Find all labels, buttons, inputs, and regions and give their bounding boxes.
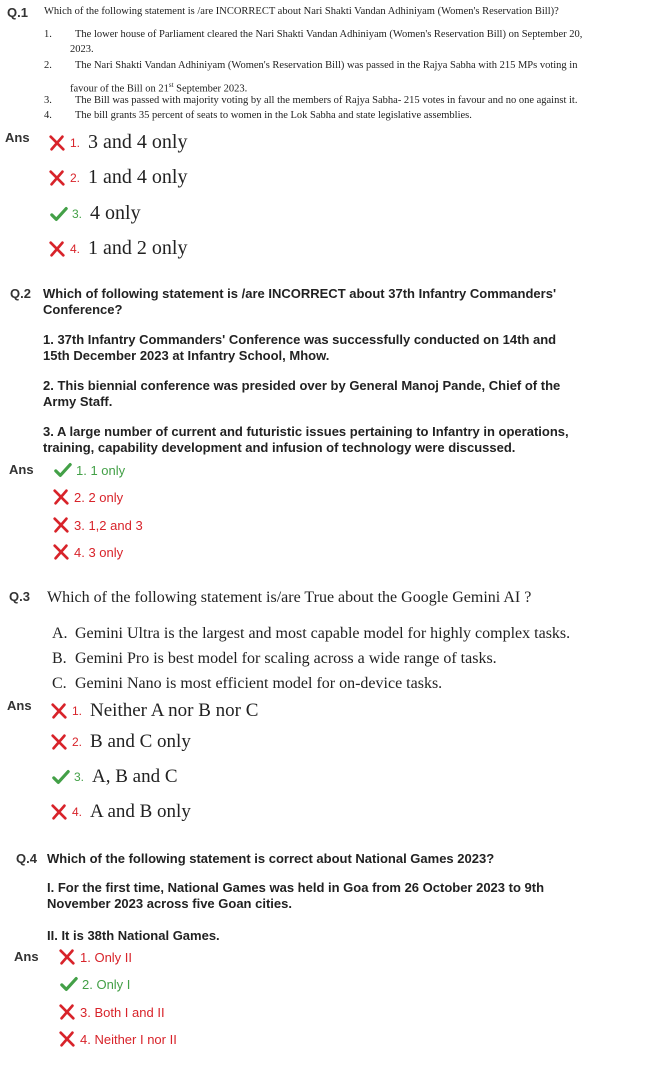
option-number: 2.	[72, 735, 83, 749]
option-text: A and B only	[90, 801, 191, 822]
question-text	[43, 286, 643, 318]
option-number: 2.	[70, 170, 81, 185]
answer-option[interactable]	[48, 131, 187, 154]
answer-option[interactable]	[50, 801, 191, 823]
answer-option[interactable]	[52, 543, 123, 561]
statement-text: The Bill was passed with majority voting by all the members of Rajya Sabha- 215 votes in favour and no one against it.	[75, 95, 578, 106]
question-line: Which of following statement is /are INCORRECT about 37th Infantry Commanders'	[43, 286, 557, 301]
question-number: Q.4	[16, 851, 37, 866]
statement-letter: B.	[52, 650, 67, 667]
statement-line: training, capability development and infusion of technology were discussed.	[43, 440, 516, 455]
option-text: 4. 3 only	[74, 544, 124, 560]
cross-icon	[52, 543, 70, 561]
cross-icon	[50, 803, 68, 821]
option-text: 4. Neither I nor II	[80, 1031, 177, 1047]
check-icon	[52, 768, 70, 786]
statement	[47, 880, 647, 912]
option-text: 1. Only II	[80, 949, 133, 965]
statement-number: 1.	[44, 29, 52, 40]
cross-icon	[48, 169, 66, 187]
statement	[43, 332, 643, 364]
cross-icon	[58, 1030, 76, 1048]
cross-icon	[48, 240, 66, 258]
statement-line: 15th December 2023 at Infantry School, Mhow.	[43, 348, 330, 363]
option-text: 1 and 4 only	[88, 166, 188, 188]
statement-text: The bill grants 35 percent of seats to women in the Lok Sabha and state legislative assemblies.	[75, 110, 472, 121]
question-number: Q.1	[7, 5, 28, 20]
option-text: 2. 2 only	[74, 489, 124, 505]
answer-label: Ans	[5, 130, 30, 145]
option-text: 3 and 4 only	[88, 131, 188, 153]
statement-letter: C.	[52, 675, 67, 692]
statement-letter: A.	[52, 625, 68, 642]
statement-text-part: favour of the Bill on 21	[70, 83, 169, 95]
answer-option[interactable]	[50, 202, 141, 225]
statement-line: I. For the first time, National Games was held in Goa from 26 October 2023 to 9th	[47, 880, 545, 895]
cross-icon	[50, 702, 68, 720]
option-number: 1.	[70, 135, 81, 150]
option-text: 1 and 2 only	[88, 237, 188, 259]
option-text: 2. Only I	[82, 976, 131, 992]
superscript: st	[168, 81, 174, 89]
cross-icon	[52, 516, 70, 534]
answer-option[interactable]	[54, 461, 125, 479]
question-number: Q.3	[9, 589, 30, 604]
statement-text: Gemini Pro is best model for scaling across a wide range of tasks.	[75, 650, 497, 667]
check-icon	[54, 461, 72, 479]
answer-option[interactable]	[48, 237, 187, 260]
answer-option[interactable]	[50, 700, 258, 722]
answer-option[interactable]	[60, 975, 130, 993]
cross-icon	[50, 733, 68, 751]
question-line: Conference?	[43, 302, 123, 317]
option-text: B and C only	[90, 731, 191, 752]
statement	[47, 928, 647, 944]
check-icon	[50, 205, 68, 223]
statement-number: 3.	[44, 95, 52, 106]
option-text: 1. 1 only	[76, 462, 126, 478]
option-text: 4 only	[90, 202, 141, 224]
statement-text: The lower house of Parliament cleared the Nari Shakti Vandan Adhiniyam (Women's Reservation Bill) on September 20,	[75, 29, 583, 40]
cross-icon	[52, 488, 70, 506]
statement-line: November 2023 across five Goan cities.	[47, 896, 292, 911]
option-number: 3.	[72, 206, 83, 221]
option-text: A, B and C	[92, 766, 178, 787]
check-icon	[60, 975, 78, 993]
statement-line: 3. A large number of current and futuristic issues pertaining to Infantry in operations,	[43, 424, 569, 439]
option-number: 1.	[72, 704, 83, 718]
answer-option[interactable]	[52, 766, 178, 788]
statement-text: Gemini Nano is most efficient model for on-device tasks.	[75, 675, 443, 692]
option-text: 3. Both I and II	[80, 1004, 165, 1020]
answer-option[interactable]	[52, 516, 143, 534]
statement-line: 1. 37th Infantry Commanders' Conference was successfully conducted on 14th and	[43, 332, 557, 347]
answer-option[interactable]	[48, 166, 187, 189]
answer-label: Ans	[7, 698, 32, 713]
answer-option[interactable]	[58, 1003, 165, 1021]
statement-line: 2. This biennial conference was presided over by General Manoj Pande, Chief of the	[43, 378, 561, 393]
statement-text-part: September 2023.	[173, 83, 248, 95]
option-text: Neither A nor B nor C	[90, 700, 259, 721]
answer-label: Ans	[9, 462, 34, 477]
cross-icon	[58, 948, 76, 966]
option-number: 4.	[72, 805, 83, 819]
statement	[43, 424, 653, 456]
statement-line: Army Staff.	[43, 394, 113, 409]
option-text: 3. 1,2 and 3	[74, 517, 143, 533]
answer-option[interactable]	[50, 731, 191, 753]
question-text: Which of the following statement is correct about National Games 2023?	[47, 851, 495, 866]
question-text: Which of the following statement is /are INCORRECT about Nari Shakti Vandan Adhiniyam (Women's Reservation Bill)?	[44, 6, 559, 17]
answer-option[interactable]	[58, 1030, 177, 1048]
question-text: Which of the following statement is/are True about the Google Gemini AI ?	[47, 589, 532, 606]
answer-label: Ans	[14, 949, 39, 964]
statement-number: 2.	[44, 60, 52, 71]
statement-line: II. It is 38th National Games.	[47, 928, 220, 943]
statement-number: 4.	[44, 110, 52, 121]
question-number: Q.2	[10, 286, 31, 301]
option-number: 3.	[74, 770, 85, 784]
answer-option[interactable]	[52, 488, 123, 506]
cross-icon	[58, 1003, 76, 1021]
cross-icon	[48, 134, 66, 152]
statement-text: Gemini Ultra is the largest and most capable model for highly complex tasks.	[75, 625, 571, 642]
option-number: 4.	[70, 241, 81, 256]
statement-text: 2023.	[70, 44, 94, 55]
statement-text: The Nari Shakti Vandan Adhiniyam (Women's Reservation Bill) was passed in the Rajya Sabha with 215 MPs voting in	[75, 60, 578, 71]
statement	[43, 378, 643, 410]
answer-option[interactable]	[58, 948, 132, 966]
